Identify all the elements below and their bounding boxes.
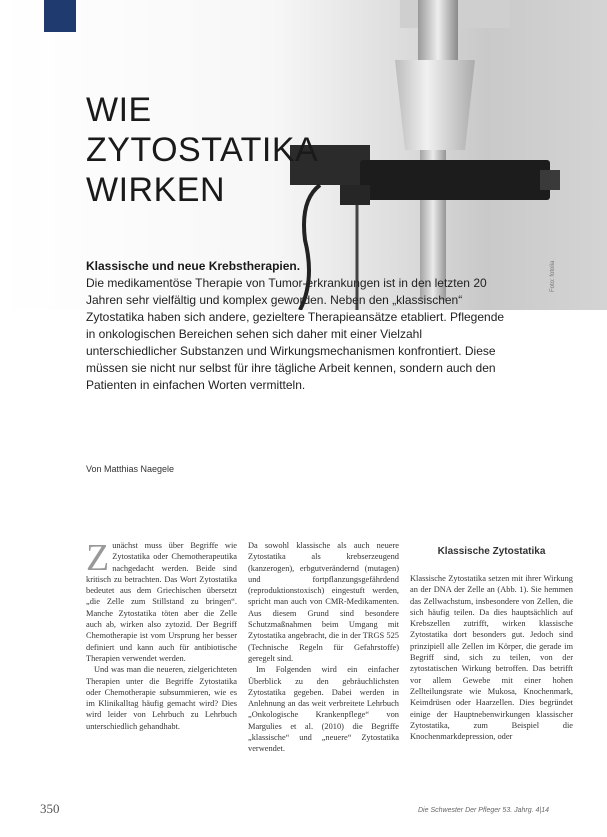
- intro-section: [86, 258, 506, 394]
- text-column-2: [248, 540, 399, 755]
- paragraph: Im Folgenden wird ein einfacher Überblick zu den gebräuchlichsten Zytostatika gegeben. Dabei werden in Anlehnung an das weit verbreitete Lehrbuch „Onkologische Krankenpflege“ von Margulies et al. (2010) die Begriffe „klassische“ und „neuere“ Zytostatika verwendet.: [248, 665, 399, 754]
- brand-square: [44, 0, 76, 32]
- paragraph: Da sowohl klassische als auch neuere Zytostatika als krebserzeugend (kanzerogen), erbgutverändernd (mutagen) und fortpflanzungsgefährdend (reproduktionstoxisch) eingestuft werden, spricht man auch von CMR-Medikamenten. Aus diesem Grund sind besondere Schutzmaßnahmen beim Umgang mit Zytostatika angebracht, die in der TRGS 525 (Technische Regeln für Gefahrstoffe) geregelt sind.: [248, 541, 399, 663]
- paragraph: Und was man die neueren, zielgerichteten Therapien unter die Begriffe Zytostatika oder Chemotherapie subsummieren, wie es im Klinikalltag häufig gemacht wird? Dies wird leider von Lehrbuch zu Lehrbuch unterschiedlich gehandhabt.: [86, 665, 237, 731]
- paragraph: [86, 537, 237, 664]
- section-heading: Klassische Zytostatika: [437, 546, 546, 557]
- text-column-1: [86, 537, 237, 732]
- text-column-3: [410, 573, 573, 742]
- article-title: WIE ZYTOSTATIKA WIRKEN: [86, 91, 317, 209]
- photo-credit: Foto: fotolia: [550, 260, 556, 292]
- drop-cap: Z: [86, 537, 110, 579]
- page-number: 350: [40, 801, 60, 816]
- author-byline: Von Matthias Naegele: [86, 464, 175, 474]
- paragraph-text: unächst muss über Begriffe wie Zytostatika oder Chemotherapeutika nachgedacht werden. Beide sind kritisch zu betrachten. Das Wort Zytostatika bedeutet aus dem Griechischen übersetzt „die Zelle zum Stillstand zu bringen“. Manche Zytostatika töten aber die Zelle auch ab, wirken also zytozid. Der Begriff Chemotherapie ist vom Ursprung her besser definiert und kann auch für antibiotische Therapien verwendet werden.: [86, 541, 237, 663]
- paragraph: Klassische Zytostatika setzen mit ihrer Wirkung an der DNA der Zelle an (Abb. 1). Sie hemmen das Zellwachstum, insbesondere von Zellen, die sich häufig teilen. Da dies hauptsächlich auf Krebszellen zutrifft, wirken klassische Zytostatika dort besonders gut. Jedoch sind prinzipiell alle Zellen im Körper, die gerade im Begriff sind, sich zu teilen, von der zytostatischen Wirkung betroffen. Das betrifft vor allem Gewebe mit einer hohen Zellteilungsrate wie Mukosa, Knochenmark, Keimdrüsen oder Haarzellen. Dies begründet einige der Hauptnebenwirkungen klassischer Zytostatika, zum Beispiel die Knochenmarkdepression, oder: [410, 574, 573, 742]
- intro-heading: Klassische und neue Krebstherapien.: [86, 259, 301, 273]
- intro-body: Die medikamentöse Therapie von Tumor-erkrankungen ist in den letzten 20 Jahren sehr vielfältig und komplex geworden. Neben den „klassischen“ Zytostatika haben sich andere, gezieltere Therapieansätze etabliert. Pflegende in onkologischen Bereichen sehen sich daher mit einer Vielzahl unterschiedlicher Substanzen und Wirkungsmechanismen konfrontiert. Diese müssen sie nicht nur selbst für ihre tägliche Arbeit kennen, sondern auch den Patienten in einfachen Worten vermitteln.: [86, 276, 505, 392]
- journal-footer: Die Schwester Der Pfleger 53. Jahrg. 4|14: [418, 807, 549, 814]
